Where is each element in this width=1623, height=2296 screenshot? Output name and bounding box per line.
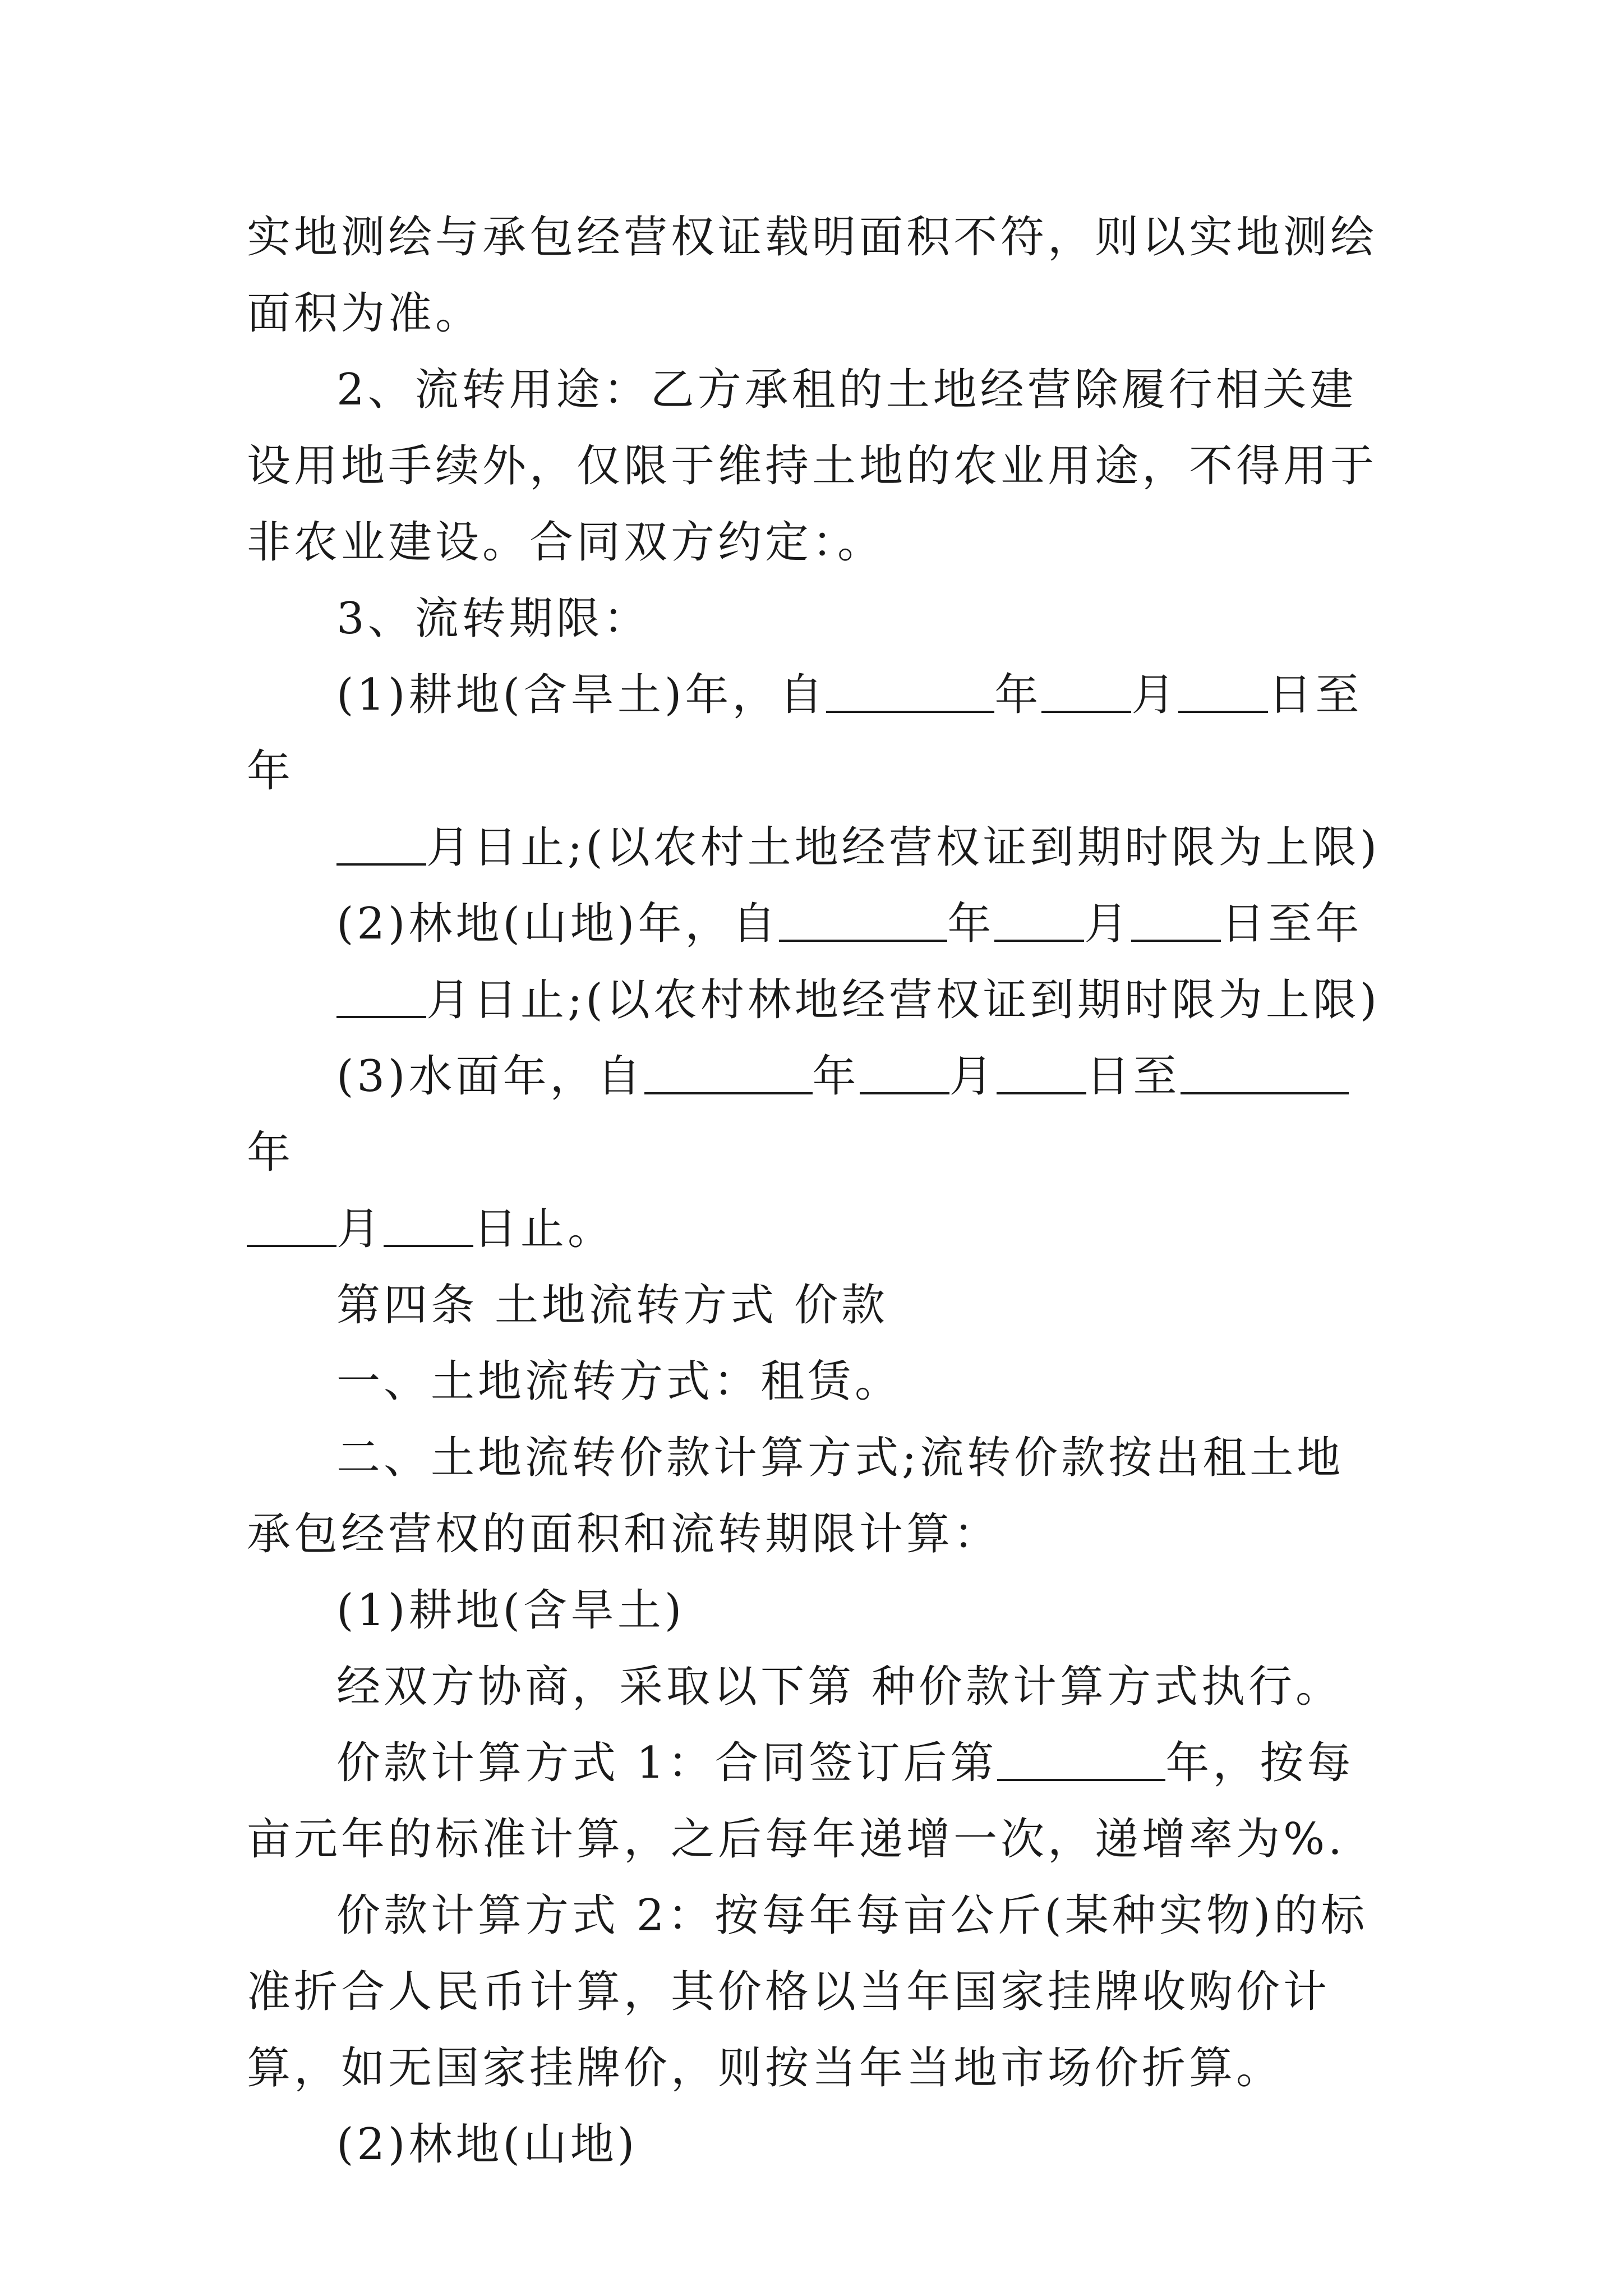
month-label: 月 (336, 1204, 384, 1254)
term-forest-from: (2)林地(山地)年，自 (336, 899, 780, 949)
term-water-line (247, 1038, 1385, 1191)
farmland-end-text: 月日止;(以农村土地经营权证到期时限为上限) (426, 822, 1381, 873)
negotiation-text-a: 经双方协商，采取以下第 (336, 1662, 855, 1712)
article-topic-price: 价款 (794, 1280, 889, 1331)
document-page (247, 199, 1385, 2183)
month-label: 月 (1084, 899, 1132, 949)
day-to-year-label: 日至年 (1221, 899, 1363, 949)
term-water-end-line (247, 1191, 1385, 1267)
price-method-1-b: 年，按每亩元年的标准计算，之后每年递增一次，递增率为%. (247, 1738, 1354, 1865)
paragraph-price-method-1 (247, 1725, 1385, 1878)
farmland-end-blank (336, 823, 426, 866)
farmland-start-year-blank (826, 670, 994, 713)
farmland-start-month-blank (1041, 670, 1131, 713)
forest-end-blank (336, 976, 426, 1018)
term-water-from: (3)水面年，自 (336, 1051, 644, 1102)
term-forest-end-line (247, 962, 1385, 1038)
article-four-heading (247, 1267, 1385, 1343)
paragraph-farmland-heading: (1)耕地(含旱土) (336, 1585, 685, 1636)
forest-end-text: 月日止;(以农村林地经营权证到期时限为上限) (426, 975, 1381, 1025)
year-label: 年 (994, 670, 1042, 720)
year-label: 年 (812, 1051, 860, 1102)
paragraph-transfer-method: 一、土地流转方式：租赁。 (336, 1356, 902, 1407)
paragraph-negotiation (247, 1649, 1385, 1725)
month-label: 月 (1131, 670, 1179, 720)
paragraph-transfer-use: 2、流转用途：乙方承租的土地经营除履行相关建设用地手续外，仅限于维持土地的农业用途，不得用于非农业建设。合同双方约定：。 (247, 365, 1378, 568)
term-farmland-end-line (247, 809, 1385, 886)
article-topic: 土地流转方式 (495, 1280, 778, 1331)
term-farmland-line (247, 657, 1385, 809)
paragraph-area-measurement: 实地测绘与承包经营权证载明面积不符，则以实地测绘面积为准。 (247, 212, 1378, 339)
day-to-label: 日至 (1086, 1051, 1181, 1102)
negotiation-text-b: 种价款计算方式执行。 (872, 1662, 1343, 1712)
forest-start-day-blank (1131, 899, 1221, 942)
farmland-start-day-blank (1178, 670, 1268, 713)
water-end-day-blank (384, 1204, 473, 1247)
year-label: 年 (247, 1128, 294, 1178)
forest-start-year-blank (779, 899, 947, 942)
price-method-1-a: 价款计算方式 1：合同签订后第 (336, 1738, 998, 1788)
forest-start-month-blank (994, 899, 1084, 942)
water-start-day-blank (997, 1052, 1086, 1094)
year-label: 年 (947, 899, 995, 949)
paragraph-price-method-2: 价款计算方式 2：按每年每亩公斤(某种实物)的标准折合人民币计算，其价格以当年国家挂牌收购价计算，如无国家挂牌价，则按当年当地市场价折算。 (247, 1890, 1368, 2093)
water-end-month-blank (247, 1204, 336, 1247)
article-number: 第四条 (336, 1280, 478, 1331)
water-end-year-blank (1181, 1052, 1349, 1094)
water-start-year-blank (644, 1052, 813, 1094)
term-forest-line (247, 886, 1385, 962)
month-label: 月 (949, 1051, 997, 1102)
water-start-month-blank (860, 1052, 949, 1094)
paragraph-forest-heading: (2)林地(山地) (336, 2119, 638, 2170)
paragraph-transfer-term: 3、流转期限： (336, 593, 651, 644)
term-farmland-from: (1)耕地(含旱土)年，自 (336, 670, 827, 720)
day-to-year-label: 日至年 (247, 670, 1363, 797)
paragraph-price-calculation: 二、土地流转价款计算方式;流转价款按出租土地承包经营权的面积和流转期限计算： (247, 1433, 1344, 1559)
day-end-label: 日止。 (473, 1204, 615, 1254)
price-method-1-year-blank (997, 1738, 1165, 1781)
